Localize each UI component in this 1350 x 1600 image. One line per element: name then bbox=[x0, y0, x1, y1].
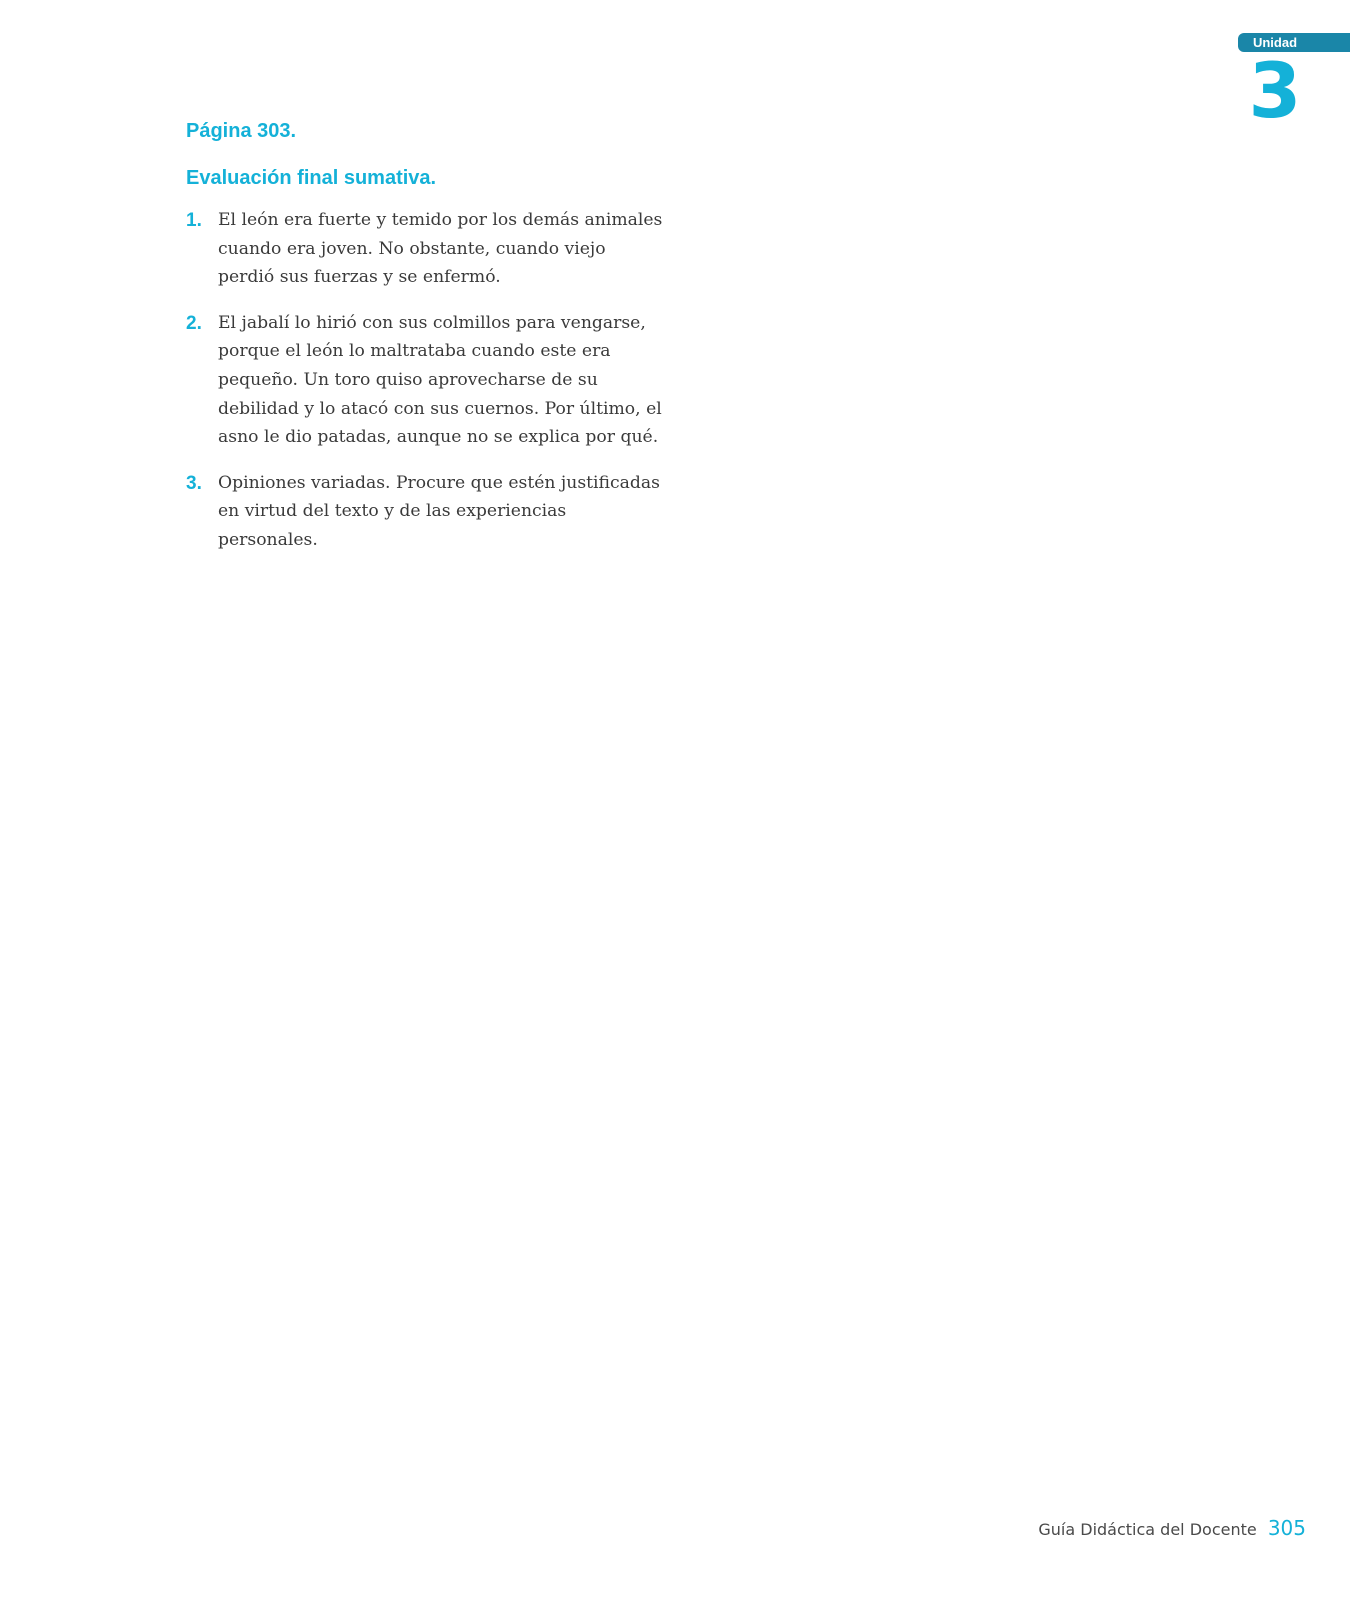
answer-item bbox=[186, 206, 666, 292]
unit-number: 3 bbox=[1248, 46, 1302, 135]
answer-item bbox=[186, 309, 666, 452]
page-number: 305 bbox=[1267, 1516, 1306, 1540]
page-reference: Página 303. bbox=[186, 120, 297, 142]
unit-label: Unidad bbox=[1252, 35, 1298, 50]
footer-title: Guía Didáctica del Docente bbox=[1038, 1520, 1257, 1539]
answer-text: El jabalí lo hirió con sus colmillos para vengarse, porque el león lo maltrataba cuando este era pequeño. Un toro quiso aprovecharse de su debilidad y lo atacó con sus cuernos. Por último, el asno le dio patadas, aunque no se explica por qué. bbox=[218, 312, 662, 448]
section-title: Evaluación final sumativa. bbox=[186, 167, 437, 189]
answer-number: 2. bbox=[186, 312, 202, 334]
answer-item bbox=[186, 469, 666, 555]
answer-text: Opiniones variadas. Procure que estén justificadas en virtud del texto y de las experiencias personales. bbox=[218, 472, 660, 550]
answer-number: 1. bbox=[186, 210, 202, 231]
answer-list bbox=[186, 206, 666, 572]
answer-text: El león era fuerte y temido por los demás animales cuando era joven. No obstante, cuando viejo perdió sus fuerzas y se enfermó. bbox=[218, 210, 663, 288]
answer-number: 3. bbox=[186, 472, 202, 494]
page-footer bbox=[1038, 1515, 1306, 1543]
